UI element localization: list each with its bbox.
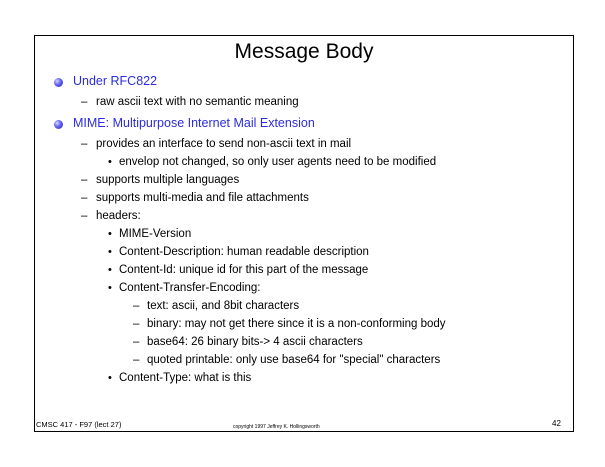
dash-marker: –: [81, 210, 88, 222]
header-mime-version: MIME-Version: [119, 228, 192, 240]
dash-marker: –: [81, 138, 88, 150]
blue-ball-icon: [54, 78, 63, 87]
page-number: 42: [552, 419, 561, 428]
bullet-under-rfc822: Under RFC822: [73, 74, 158, 88]
bullet-headers: headers:: [96, 210, 141, 222]
bullet-raw-ascii: raw ascii text with no semantic meaning: [96, 96, 299, 108]
dot-marker: •: [108, 282, 112, 294]
bullet-envelope-unchanged: envelop not changed, so only user agents need to be modified: [119, 156, 437, 168]
encoding-text: text: ascii, and 8bit characters: [147, 300, 300, 312]
footer-copyright: copyright 1997 Jeffrey K. Hollingsworth: [233, 424, 320, 430]
bullet-multimedia: supports multi-media and file attachments: [96, 192, 309, 204]
dash-marker: –: [133, 300, 140, 312]
blue-ball-icon: [54, 120, 63, 129]
encoding-base64: base64: 26 binary bits-> 4 ascii characters: [147, 336, 363, 348]
dot-marker: •: [108, 246, 112, 258]
dash-marker: –: [133, 336, 140, 348]
dot-marker: •: [108, 156, 112, 168]
header-content-description: Content-Description: human readable description: [119, 246, 369, 258]
dash-marker: –: [133, 318, 140, 330]
header-content-type: Content-Type: what is this: [119, 372, 252, 384]
encoding-quoted-printable: quoted printable: only use base64 for "special" characters: [147, 354, 441, 366]
header-content-id: Content-Id: unique id for this part of the message: [119, 264, 369, 276]
footer-course: CMSC 417 - F97 (lect 27): [36, 420, 122, 429]
dash-marker: –: [133, 354, 140, 366]
slide-title: Message Body: [234, 40, 374, 63]
dot-marker: •: [108, 264, 112, 276]
bullet-non-ascii-interface: provides an interface to send non-ascii text in mail: [96, 138, 352, 150]
encoding-binary: binary: may not get there since it is a non-conforming body: [147, 318, 446, 330]
dash-marker: –: [81, 96, 88, 108]
dash-marker: –: [81, 174, 88, 186]
header-content-transfer-encoding: Content-Transfer-Encoding:: [119, 282, 261, 294]
dot-marker: •: [108, 372, 112, 384]
bullet-mime: MIME: Multipurpose Internet Mail Extension: [73, 116, 315, 130]
dot-marker: •: [108, 228, 112, 240]
bullet-multiple-languages: supports multiple languages: [96, 174, 240, 186]
dash-marker: –: [81, 192, 88, 204]
